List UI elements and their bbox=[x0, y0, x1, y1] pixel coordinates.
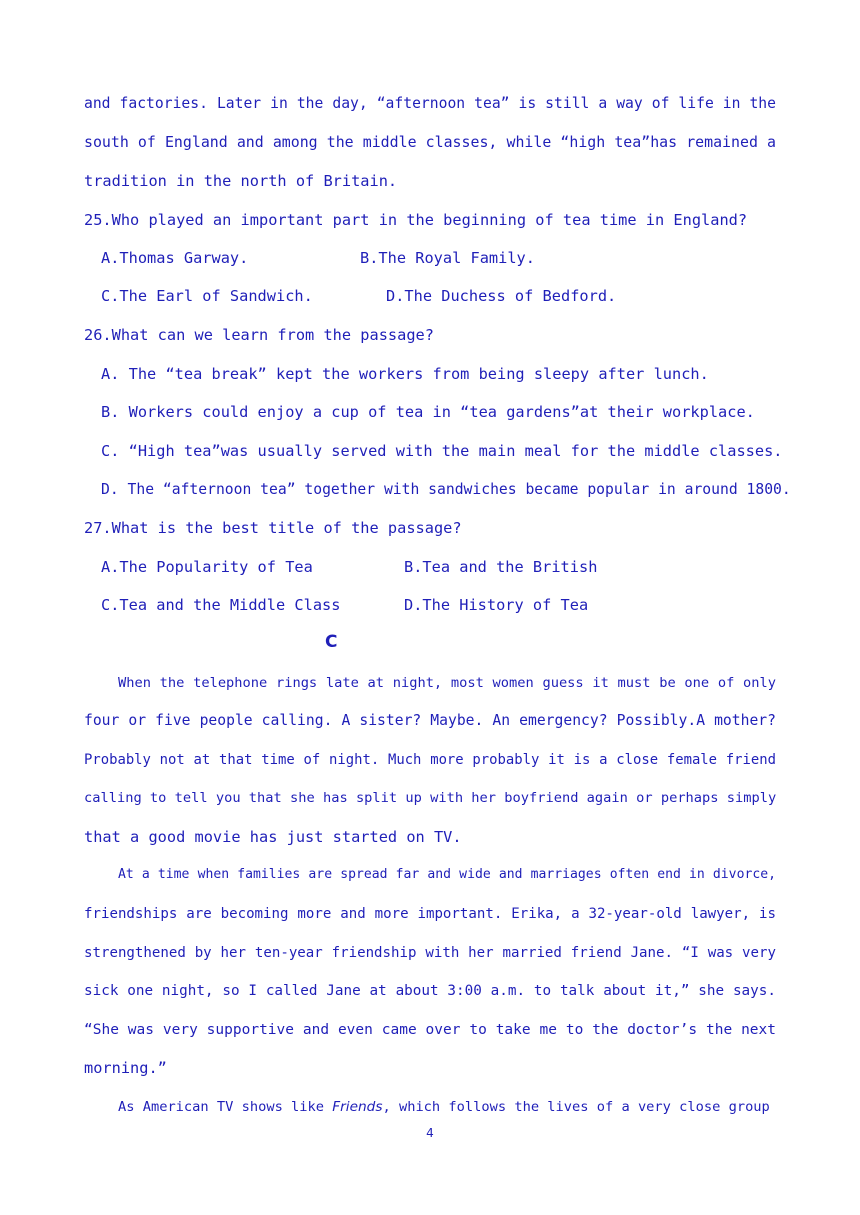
q26-option-c: C. “High tea”was usually served with the main meal for the middle classes. bbox=[101, 442, 783, 460]
paragraph-text: As American TV shows like bbox=[118, 1099, 325, 1115]
section-heading: C bbox=[325, 632, 338, 652]
paragraph-line: calling to tell you that she has split up with her boyfriend again or perhaps simply bbox=[84, 790, 777, 806]
q25-option-b: B.The Royal Family. bbox=[360, 249, 535, 267]
paragraph-line: morning.” bbox=[84, 1059, 167, 1077]
q26-option-a: A. The “tea break” kept the workers from being sleepy after lunch. bbox=[101, 365, 709, 383]
paragraph-text: , which follows the lives of a very close group bbox=[382, 1099, 770, 1115]
question-26-stem: 26.What can we learn from the passage? bbox=[84, 326, 434, 344]
paragraph-line: friendships are becoming more and more important. Erika, a 32-year-old lawyer, is bbox=[84, 906, 776, 922]
show-title: Friends bbox=[332, 1099, 383, 1115]
paragraph-line: that a good movie has just started on TV. bbox=[84, 828, 462, 846]
q26-option-b: B. Workers could enjoy a cup of tea in “tea gardens”at their workplace. bbox=[101, 403, 755, 421]
q25-option-d: D.The Duchess of Bedford. bbox=[386, 287, 617, 305]
q27-option-d: D.The History of Tea bbox=[404, 596, 589, 614]
paragraph-line: Probably not at that time of night. Much more probably it is a close female friend bbox=[84, 752, 776, 768]
paragraph-line: sick one night, so I called Jane at about 3:00 a.m. to talk about it,” she says. bbox=[84, 983, 776, 999]
page-number: 4 bbox=[426, 1126, 434, 1140]
q25-option-a: A.Thomas Garway. bbox=[101, 249, 249, 267]
passage-line: tradition in the north of Britain. bbox=[84, 172, 398, 190]
q27-option-b: B.Tea and the British bbox=[404, 558, 598, 576]
q27-option-c: C.Tea and the Middle Class bbox=[101, 596, 341, 614]
paragraph-line: “She was very supportive and even came over to take me to the doctor’s the next bbox=[84, 1022, 776, 1038]
passage-line: and factories. Later in the day, “afternoon tea” is still a way of life in the bbox=[84, 95, 776, 112]
paragraph-line: At a time when families are spread far and wide and marriages often end in divorce, bbox=[118, 867, 776, 882]
question-25-stem: 25.Who played an important part in the beginning of tea time in England? bbox=[84, 211, 748, 229]
q27-option-a: A.The Popularity of Tea bbox=[101, 558, 313, 576]
paragraph-line: When the telephone rings late at night, most women guess it must be one of only bbox=[118, 675, 776, 691]
q25-option-c: C.The Earl of Sandwich. bbox=[101, 287, 313, 305]
q26-option-d: D. The “afternoon tea” together with sandwiches became popular in around 1800. bbox=[101, 481, 791, 498]
paragraph-line bbox=[118, 1095, 776, 1119]
paragraph-line: strengthened by her ten-year friendship with her married friend Jane. “I was very bbox=[84, 945, 776, 961]
passage-line: south of England and among the middle classes, while “high tea”has remained a bbox=[84, 133, 776, 151]
question-27-stem: 27.What is the best title of the passage? bbox=[84, 519, 462, 537]
paragraph-line: four or five people calling. A sister? Maybe. An emergency? Possibly.A mother? bbox=[84, 712, 776, 729]
